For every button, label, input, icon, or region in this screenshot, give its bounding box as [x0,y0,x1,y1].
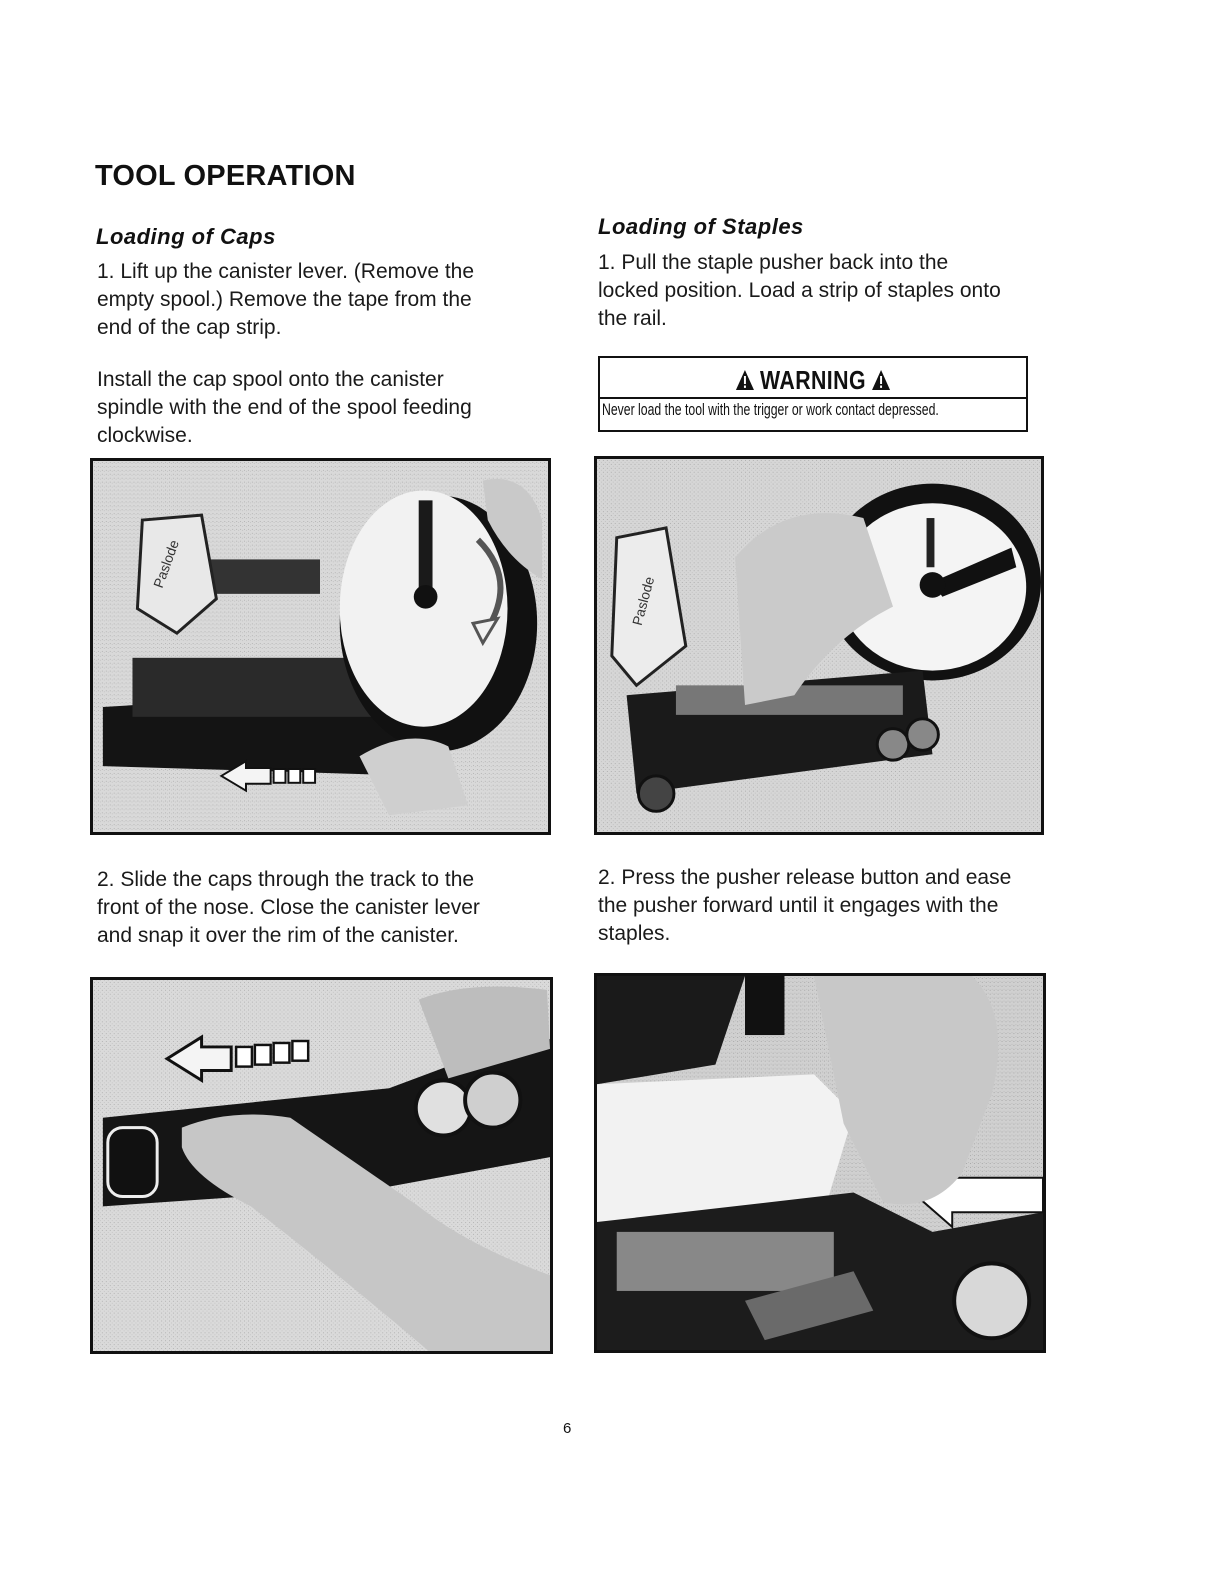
caps-heading: Loading of Caps [96,224,276,249]
photo-pusher-release [594,973,1046,1353]
caps-spool-illustration [93,461,548,832]
caps-step2-line: 2. Slide the caps through the track to the [97,868,475,891]
caps-step1-line: empty spool.) Remove the tape from the [97,288,472,311]
caps-step1-line: 1. Lift up the canister lever. (Remove the [97,260,475,283]
photo-staples-load [594,456,1044,835]
staples-step1 [598,249,1001,333]
warning-triangle-icon [871,369,891,391]
staples-step1-line: the rail. [598,307,667,330]
staples-step2-line: the pusher forward until it engages with the [598,894,999,917]
staples-step1-line: locked position. Load a strip of staples onto [598,279,1001,302]
caps-install-line: clockwise. [97,424,193,447]
warning-header [638,364,987,396]
caps-step2 [97,866,480,950]
staples-load-illustration [597,459,1041,832]
photo-caps-spool [90,458,551,835]
brand-label: Paslode [629,575,658,628]
caps-step1 [97,258,474,342]
staples-step2 [598,864,1011,948]
warning-triangle-icon [735,369,755,391]
pusher-release-illustration [597,976,1043,1350]
warning-divider [600,397,1026,399]
caps-step2-line: front of the nose. Close the canister lever [97,896,480,919]
brand-label: Paslode [150,538,182,590]
caps-step1-line: end of the cap strip. [97,316,282,339]
caps-install-line: Install the cap spool onto the canister [97,368,444,391]
staples-step2-line: staples. [598,922,671,945]
staples-heading: Loading of Staples [598,214,804,239]
page-title: TOOL OPERATION [95,160,356,192]
caps-step2-line: and snap it over the rim of the canister. [97,924,459,947]
photo-caps-track [90,977,553,1354]
warning-label: WARNING [760,364,866,395]
staples-step1-line: 1. Pull the staple pusher back into the [598,251,949,274]
staples-step2-line: 2. Press the pusher release button and ease [598,866,1012,889]
warning-text: Never load the tool with the trigger or work contact depressed. [602,400,939,419]
caps-track-illustration [93,980,550,1351]
caps-install-text [97,366,472,450]
page-number: 6 [563,1420,572,1437]
caps-install-line: spindle with the end of the spool feeding [97,396,472,419]
warning-box [598,356,1028,432]
